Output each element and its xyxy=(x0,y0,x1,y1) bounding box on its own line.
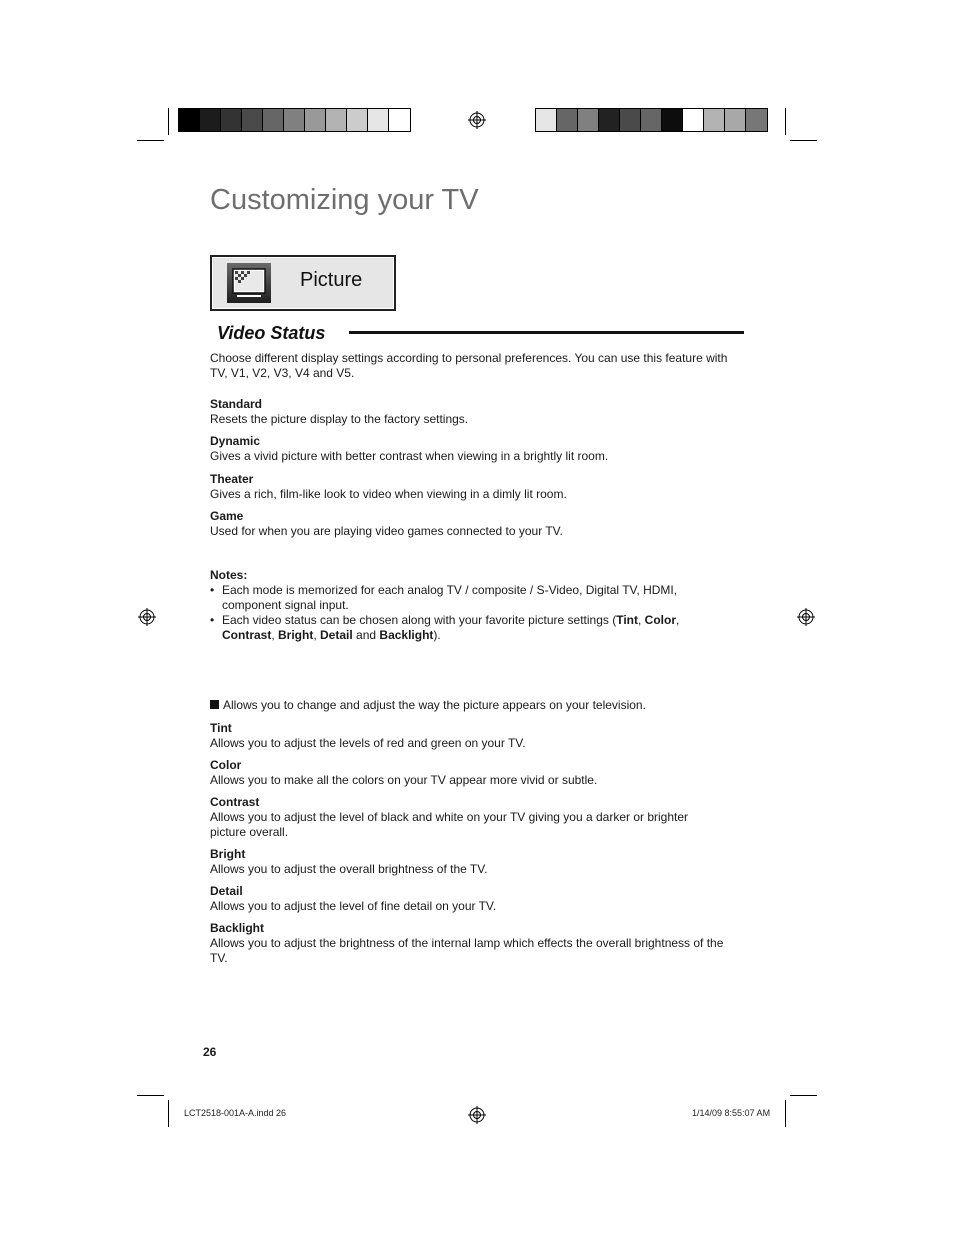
registration-mark-icon xyxy=(138,608,156,626)
term-description: Allows you to adjust the level of fine detail on your TV. xyxy=(210,899,497,913)
notes-list xyxy=(210,583,710,643)
section-rule xyxy=(349,331,744,334)
color-swatch xyxy=(305,109,326,131)
term-label: Backlight xyxy=(210,921,265,935)
crop-mark xyxy=(790,1095,817,1096)
color-swatch xyxy=(200,109,221,131)
color-swatch xyxy=(242,109,263,131)
mode-theater xyxy=(210,472,740,502)
term-description: Used for when you are playing video games connected to your TV. xyxy=(210,524,563,538)
color-bar-right xyxy=(535,108,768,132)
term-label: Tint xyxy=(210,721,232,735)
color-swatch xyxy=(536,109,557,131)
term-description: Allows you to make all the colors on your TV appear more vivid or subtle. xyxy=(210,773,598,787)
crop-mark xyxy=(790,140,817,141)
adjust-tint xyxy=(210,721,740,751)
adjust-contrast xyxy=(210,795,720,840)
term-description: Gives a vivid picture with better contrast when viewing in a brightly lit room. xyxy=(210,449,609,463)
mode-dynamic xyxy=(210,434,740,464)
term-label: Standard xyxy=(210,397,263,411)
term-label: Color xyxy=(210,758,242,772)
color-swatch xyxy=(599,109,620,131)
crop-mark xyxy=(137,140,164,141)
adjust-detail xyxy=(210,884,740,914)
crop-mark xyxy=(137,1095,164,1096)
square-bullet-icon xyxy=(210,700,219,709)
adjust-intro: Allows you to change and adjust the way the picture appears on your television. xyxy=(210,698,740,713)
color-swatch xyxy=(704,109,725,131)
term-description: Resets the picture display to the factory settings. xyxy=(210,412,469,426)
notes-block xyxy=(210,568,710,643)
term-label: Detail xyxy=(210,884,243,898)
color-swatch xyxy=(641,109,662,131)
page-title: Customizing your TV xyxy=(210,184,479,216)
term-label: Contrast xyxy=(210,795,260,809)
color-swatch xyxy=(746,109,767,131)
term-label: Dynamic xyxy=(210,434,261,448)
registration-mark-icon xyxy=(797,608,815,626)
color-swatch xyxy=(368,109,389,131)
color-swatch xyxy=(662,109,683,131)
term-label: Bright xyxy=(210,847,246,861)
mode-standard xyxy=(210,397,740,427)
term-description: Allows you to adjust the level of black and white on your TV giving you a darker or brighter picture overall. xyxy=(210,810,689,839)
term-label: Game xyxy=(210,509,244,523)
color-swatch xyxy=(557,109,578,131)
color-swatch xyxy=(347,109,368,131)
page-number: 26 xyxy=(203,1045,217,1059)
crop-mark xyxy=(785,108,786,135)
term-description: Gives a rich, film-like look to video when viewing in a dimly lit room. xyxy=(210,487,567,501)
color-swatch xyxy=(179,109,200,131)
adjust-color xyxy=(210,758,740,788)
crop-mark xyxy=(785,1100,786,1127)
color-swatch xyxy=(326,109,347,131)
section-heading: Video Status xyxy=(217,323,326,343)
crop-mark xyxy=(168,108,169,135)
note-item: • Each video status can be chosen along with your favorite picture settings (Tint, Color, Contrast, Bright, Detail and Backlight). xyxy=(210,613,710,643)
color-swatch xyxy=(620,109,641,131)
footer-filename: LCT2518-001A-A.indd 26 xyxy=(184,1108,287,1118)
notes-heading: Notes: xyxy=(210,568,248,582)
crop-mark xyxy=(168,1100,169,1127)
term-description: Allows you to adjust the levels of red and green on your TV. xyxy=(210,736,526,750)
adjust-bright xyxy=(210,847,740,877)
adjust-backlight xyxy=(210,921,735,966)
intro-paragraph: Choose different display settings according to personal preferences. You can use this feature with TV, V1, V2, V3, V4 and V5. xyxy=(210,351,728,380)
mode-game xyxy=(210,509,740,539)
picture-menu-box xyxy=(210,255,396,311)
color-swatch xyxy=(683,109,704,131)
color-swatch xyxy=(578,109,599,131)
color-bar-left xyxy=(178,108,411,132)
footer-datetime: 1/14/09 8:55:07 AM xyxy=(692,1108,771,1118)
term-description: Allows you to adjust the brightness of the internal lamp which effects the overall brightness of the TV. xyxy=(210,936,724,965)
registration-mark-icon xyxy=(468,111,486,129)
note-item: • Each mode is memorized for each analog TV / composite / S-Video, Digital TV, HDMI, component signal input. xyxy=(210,583,710,613)
registration-mark-icon xyxy=(468,1106,486,1124)
color-swatch xyxy=(725,109,746,131)
color-swatch xyxy=(221,109,242,131)
term-label: Theater xyxy=(210,472,254,486)
color-swatch xyxy=(389,109,410,131)
color-swatch xyxy=(284,109,305,131)
picture-menu-icon xyxy=(227,263,271,303)
term-description: Allows you to adjust the overall brightness of the TV. xyxy=(210,862,488,876)
picture-menu-label: Picture xyxy=(300,269,363,291)
color-swatch xyxy=(263,109,284,131)
